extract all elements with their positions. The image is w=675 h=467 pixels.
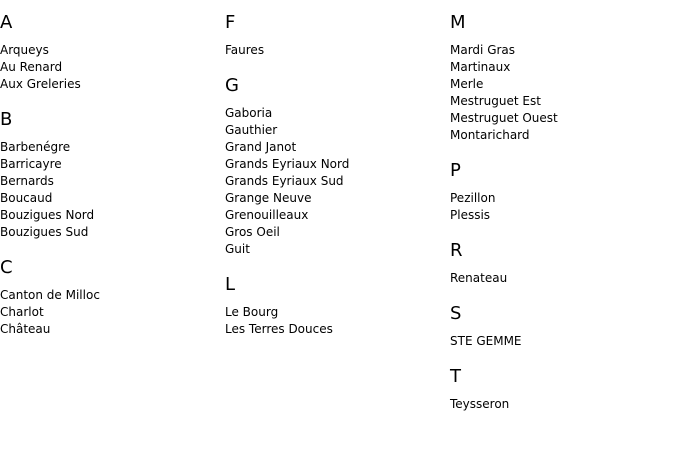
place-link[interactable]: Gros Oeil	[225, 225, 280, 239]
place-link[interactable]: Teysseron	[450, 397, 510, 411]
letter-group-f	[225, 12, 445, 59]
place-link[interactable]: Gauthier	[225, 123, 278, 137]
place-list	[450, 190, 670, 224]
place-link[interactable]: Merle	[450, 77, 484, 91]
place-link[interactable]: Grange Neuve	[225, 191, 312, 205]
place-link[interactable]: Martinaux	[450, 60, 511, 74]
place-link[interactable]: Château	[0, 322, 51, 336]
place-list	[0, 287, 220, 338]
letter-group-g	[225, 75, 445, 258]
letter-heading: M	[450, 12, 466, 33]
place-list	[450, 270, 670, 287]
place-link[interactable]: Mestruguet Ouest	[450, 111, 558, 125]
place-list	[0, 42, 220, 93]
letter-group-s	[450, 303, 670, 350]
letter-heading: A	[0, 12, 13, 33]
letter-group-b	[0, 109, 220, 241]
place-link[interactable]: Grand Janot	[225, 140, 297, 154]
place-link[interactable]: Grands Eyriaux Sud	[225, 174, 344, 188]
letter-group-r	[450, 240, 670, 287]
letter-group-t	[450, 366, 670, 413]
place-list	[450, 333, 670, 350]
place-link[interactable]: Barricayre	[0, 157, 62, 171]
place-link[interactable]: Les Terres Douces	[225, 322, 333, 336]
place-link[interactable]: Barbenégre	[0, 140, 71, 154]
place-link[interactable]: Bouzigues Nord	[0, 208, 95, 222]
place-list	[450, 396, 670, 413]
letter-heading: P	[450, 160, 461, 181]
place-link[interactable]: Renateau	[450, 271, 508, 285]
place-link[interactable]: Grenouilleaux	[225, 208, 309, 222]
place-list	[225, 105, 445, 258]
letter-heading: L	[225, 274, 236, 295]
place-link[interactable]: Boucaud	[0, 191, 53, 205]
place-link[interactable]: Aux Greleries	[0, 77, 81, 91]
place-list	[225, 42, 445, 59]
place-link[interactable]: Au Renard	[0, 60, 63, 74]
letter-group-c	[0, 257, 220, 338]
place-link[interactable]: Grands Eyriaux Nord	[225, 157, 350, 171]
place-link[interactable]: Bouzigues Sud	[0, 225, 89, 239]
place-link[interactable]: Arqueys	[0, 43, 49, 57]
place-link[interactable]: Mestruguet Est	[450, 94, 541, 108]
letter-group-l	[225, 274, 445, 338]
place-link[interactable]: Guit	[225, 242, 250, 256]
place-list	[450, 42, 670, 144]
letter-group-a	[0, 12, 220, 93]
place-link[interactable]: Bernards	[0, 174, 54, 188]
index-column-1	[0, 12, 220, 354]
index-column-2	[225, 12, 445, 354]
place-link[interactable]: Canton de Milloc	[0, 288, 100, 302]
letter-heading: B	[0, 109, 13, 130]
place-link[interactable]: Gaboria	[225, 106, 273, 120]
place-link[interactable]: Charlot	[0, 305, 44, 319]
letter-group-p	[450, 160, 670, 224]
letter-group-m	[450, 12, 670, 144]
index-column-3	[450, 12, 670, 429]
letter-heading: T	[450, 366, 461, 387]
letter-heading: G	[225, 75, 239, 96]
place-link[interactable]: Montarichard	[450, 128, 530, 142]
place-link[interactable]: STE GEMME	[450, 334, 522, 348]
place-list	[0, 139, 220, 241]
letter-heading: S	[450, 303, 462, 324]
place-link[interactable]: Plessis	[450, 208, 491, 222]
place-list	[225, 304, 445, 338]
place-link[interactable]: Pezillon	[450, 191, 496, 205]
letter-heading: C	[0, 257, 13, 278]
letter-heading: F	[225, 12, 236, 33]
place-link[interactable]: Mardi Gras	[450, 43, 516, 57]
place-link[interactable]: Le Bourg	[225, 305, 279, 319]
letter-heading: R	[450, 240, 463, 261]
place-link[interactable]: Faures	[225, 43, 265, 57]
